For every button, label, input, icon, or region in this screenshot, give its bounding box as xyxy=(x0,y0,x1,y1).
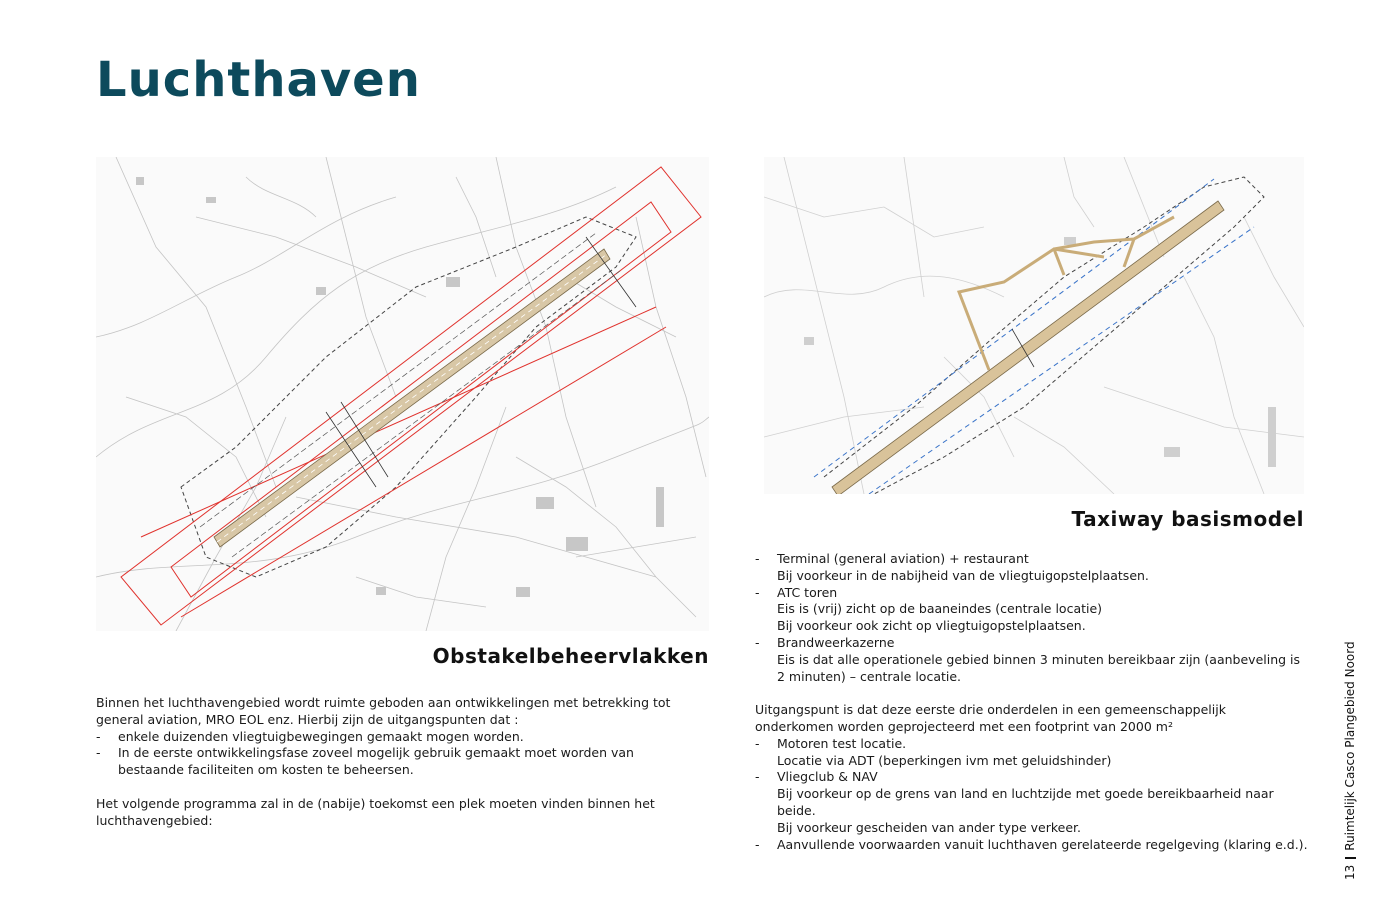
right-text-column xyxy=(755,551,1315,853)
list-item-text: ATC toren xyxy=(777,584,838,600)
list-item-text: Bij voorkeur ook zicht op vliegtuigopstelplaatsen. xyxy=(777,618,1086,634)
list-item-note xyxy=(755,601,1315,618)
document-title: Ruimtelijk Casco Plangebied Noord xyxy=(1343,641,1357,851)
list-item-text: Locatie via ADT (beperkingen ivm met geluidshinder) xyxy=(777,752,1112,768)
list-item-text: bestaande faciliteiten om kosten te beheersen. xyxy=(118,762,414,778)
intro-line-1: Binnen het luchthavengebied wordt ruimte geboden aan ontwikkelingen met betrekking tot xyxy=(96,695,671,710)
list-item-continuation xyxy=(96,762,696,779)
list-item-note xyxy=(755,820,1315,837)
paragraph-line-1: Uitgangspunt is dat deze eerste drie onderdelen in een gemeenschappelijk xyxy=(755,702,1226,718)
list-item-note xyxy=(755,669,1315,686)
list-item: - Terminal (general aviation) + restaurant xyxy=(755,551,1029,566)
obstacle-surfaces-drawing xyxy=(96,157,709,631)
list-item-text: Bij voorkeur gescheiden van ander type verkeer. xyxy=(777,819,1081,835)
list-item: - ATC toren xyxy=(755,584,838,600)
list-item: - Vliegclub & NAV xyxy=(755,769,878,785)
list-item-note xyxy=(755,652,1315,669)
taxiway-model-caption: Taxiway basismodel xyxy=(1071,507,1304,531)
intro-line-2: general aviation, MRO EOL enz. Hierbij zijn de uitgangspunten dat : xyxy=(96,711,519,727)
list-item-note xyxy=(755,753,1315,770)
list-item-text: Eis is (vrij) zicht op de baaneindes (centrale locatie) xyxy=(777,601,1103,617)
separator-bar xyxy=(1345,857,1356,859)
page-number: 13 xyxy=(1343,864,1357,880)
list-item-text: 2 minuten) – centrale locatie. xyxy=(777,668,962,684)
list-item-note xyxy=(755,618,1315,635)
list-item-text: Bij voorkeur op de grens van land en luchtzijde met goede bereikbaarheid naar beide. xyxy=(777,786,1274,818)
list-item-text: Brandweerkazerne xyxy=(777,634,895,650)
paragraph-line-2: onderkomen worden geprojecteerd met een footprint van 2000 m² xyxy=(755,718,1173,734)
obstacle-surfaces-map xyxy=(96,157,709,631)
list-item-text: Vliegclub & NAV xyxy=(777,769,878,785)
list-item-text: Bij voorkeur in de nabijheid van de vliegtuigopstelplaatsen. xyxy=(777,567,1149,583)
left-text-column xyxy=(96,695,696,829)
list-item-text: Aanvullende voorwaarden vanuit luchthaven gerelateerde regelgeving (klaring e.d.). xyxy=(777,836,1308,852)
side-footer-text xyxy=(1341,641,1359,880)
list-item-text: Terminal (general aviation) + restaurant xyxy=(777,551,1029,566)
list-item-text: Motoren test locatie. xyxy=(777,735,907,751)
list-item-note xyxy=(755,568,1315,585)
list-item-note xyxy=(755,786,1315,820)
taxiway-model-drawing xyxy=(764,157,1304,494)
list-item-text: Eis is dat alle operationele gebied binnen 3 minuten bereikbaar zijn (aanbeveling is xyxy=(777,651,1301,667)
list-item: - Brandweerkazerne xyxy=(755,634,895,650)
closing-line-2: luchthavengebied: xyxy=(96,812,213,828)
page-title: Luchthaven xyxy=(96,52,421,108)
list-item: - In de eerste ontwikkelingsfase zoveel mogelijk gebruik gemaakt moet worden van xyxy=(96,745,634,761)
list-item-text: In de eerste ontwikkelingsfase zoveel mogelijk gebruik gemaakt moet worden van xyxy=(118,745,634,761)
list-item-text: enkele duizenden vliegtuigbewegingen gemaakt mogen worden. xyxy=(118,728,524,744)
closing-line-1: Het volgende programma zal in de (nabije) toekomst een plek moeten vinden binnen het xyxy=(96,795,655,811)
list-item: - Motoren test locatie. xyxy=(755,735,907,751)
list-item: - Aanvullende voorwaarden vanuit luchthaven gerelateerde regelgeving (klaring e.d.). xyxy=(755,836,1308,852)
background-map-lines xyxy=(764,157,1304,494)
side-footer xyxy=(1341,630,1359,880)
list-item: - enkele duizenden vliegtuigbewegingen gemaakt mogen worden. xyxy=(96,728,524,744)
taxiway-model-map xyxy=(764,157,1304,494)
obstacle-surfaces-caption: Obstakelbeheervlakken xyxy=(432,644,709,668)
